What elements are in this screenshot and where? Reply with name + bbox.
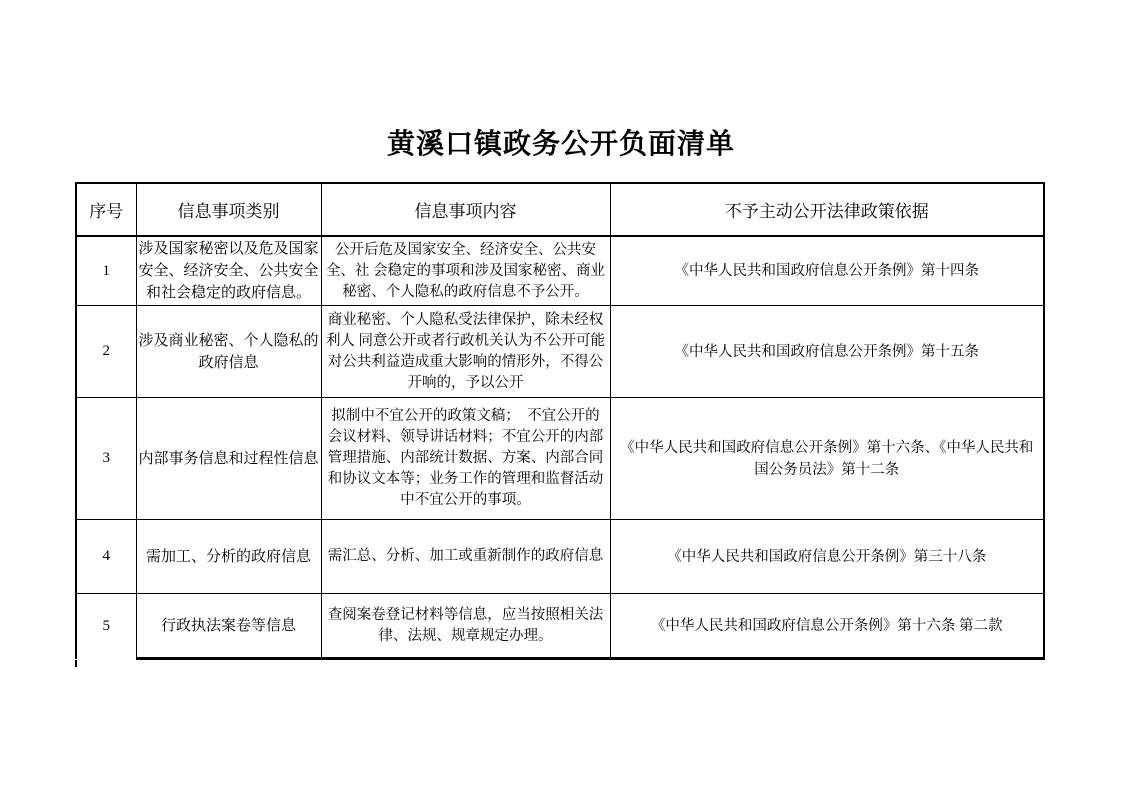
row-content: 查阅案卷登记材料等信息，应当按照相关法律、法规、规章规定办理。 (321, 594, 610, 659)
row-index: 3 (76, 398, 136, 520)
row-basis: 《中华人民共和国政府信息公开条例》第十五条 (610, 306, 1044, 398)
row-basis: 《中华人民共和国政府信息公开条例》第三十八条 (610, 520, 1044, 594)
row-index: 5 (76, 594, 136, 659)
row-index: 1 (76, 236, 136, 306)
row-category: 涉及国家秘密以及危及国家安全、经济安全、公共安全和社会稳定的政府信息。 (136, 236, 321, 306)
table-row (76, 520, 1044, 594)
col-header-index: 序号 (76, 183, 136, 236)
col-header-content: 信息事项内容 (321, 183, 610, 236)
page-title: 黄溪口镇政务公开负面清单 (386, 129, 735, 160)
table-row (76, 236, 1044, 306)
row-category: 内部事务信息和过程性信息 (136, 398, 321, 520)
row-content: 公开后危及国家安全、经济安全、公共安全、社 会稳定的事项和涉及国家秘密、商业秘密、个人隐私的政府信息不予公开。 (321, 236, 610, 306)
row-index: 2 (76, 306, 136, 398)
row-index: 4 (76, 520, 136, 594)
row-basis: 《中华人民共和国政府信息公开条例》第十四条 (610, 236, 1044, 306)
cutoff-left-border (75, 660, 77, 667)
row-content: 需汇总、分析、加工或重新制作的政府信息 (321, 520, 610, 594)
row-category: 行政执法案卷等信息 (136, 594, 321, 659)
row-basis: 《中华人民共和国政府信息公开条例》第十六条 第二款 (610, 594, 1044, 659)
row-category: 需加工、分析的政府信息 (136, 520, 321, 594)
row-content: 拟制中不宜公开的政策文稿； 不宜公开的会议材料、领导讲话材料；不宜公开的内部管理措施、内部统计数据、方案、内部合同和协议文本等；业务工作的管理和监督活动中不宜公开的事项。 (321, 398, 610, 520)
col-header-category: 信息事项类别 (136, 183, 321, 236)
negative-list-table (75, 182, 1045, 660)
table-header-row (76, 183, 1044, 236)
table-row (76, 594, 1044, 659)
row-content: 商业秘密、个人隐私受法律保护，除未经权利人 同意公开或者行政机关认为不公开可能对公共利益造成重大影响的情形外，不得公开响的，予以公开 (321, 306, 610, 398)
row-basis: 《中华人民共和国政府信息公开条例》第十六条、《中华人民共和国公务员法》第十二条 (610, 398, 1044, 520)
row-category: 涉及商业秘密、个人隐私的政府信息 (136, 306, 321, 398)
col-header-basis: 不予主动公开法律政策依据 (610, 183, 1044, 236)
negative-list-table-wrap (75, 182, 1045, 660)
table-row (76, 398, 1044, 520)
table-row (76, 306, 1044, 398)
